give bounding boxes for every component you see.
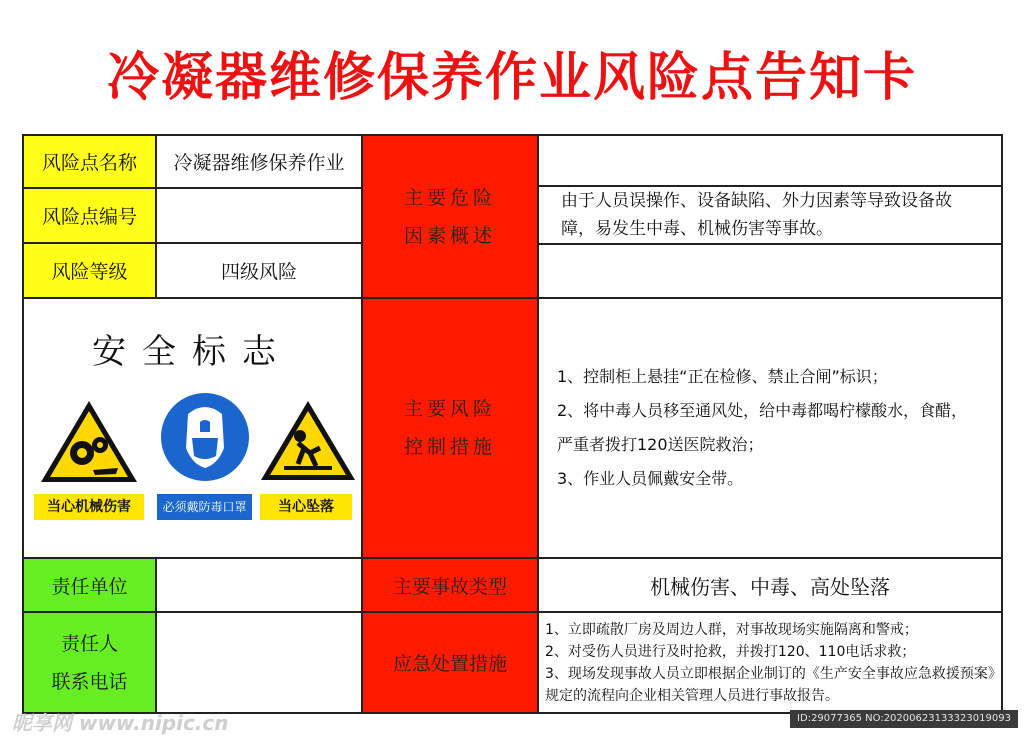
responsible-unit-value	[155, 557, 363, 613]
contact-phone-text: 联系电话	[51, 670, 128, 693]
fall-warning-icon	[258, 398, 358, 484]
hazard-header-line-1: 主要危险	[403, 186, 496, 209]
hazard-empty-bottom	[537, 243, 1003, 299]
watermark-id: ID:29077365 NO:20200623133323019093	[790, 710, 1018, 728]
safety-signs-title: 安全标志	[92, 332, 292, 372]
risk-number-value	[155, 187, 363, 244]
responsible-person-value	[155, 611, 363, 714]
machinery-warning-icon	[38, 398, 140, 486]
fall-warning-label: 当心坠落	[260, 494, 352, 520]
responsible-person-text: 责任人	[60, 632, 118, 655]
risk-name-label-text: 风险点名称	[41, 152, 137, 174]
risk-control-header	[361, 297, 539, 559]
hazard-empty-top	[537, 134, 1003, 187]
risk-level-value-text: 四级风险	[220, 261, 297, 283]
risk-name-value-text: 冷凝器维修保养作业	[173, 152, 345, 174]
hazard-description-text: 由于人员误操作、设备缺陷、外力因素等导致设备故障，易发生中毒、机械伤害等事故。	[561, 191, 952, 239]
control-header-line-1: 主要风险	[403, 398, 496, 420]
gas-mask-mandatory-icon	[160, 392, 250, 482]
emergency-measure-item: 3、现场发现事故人员立即根据企业制订的《生产安全事故应急救援预案》规定的流程向企业相关管理人员进行事故报告。	[545, 665, 995, 704]
emergency-measures	[537, 611, 1003, 714]
risk-level-label	[22, 242, 157, 299]
accident-types-text: 机械伤害、中毒、高处坠落	[650, 574, 890, 599]
accident-header-text: 主要事故类型	[392, 575, 507, 598]
emergency-measure-item: 1、立即疏散厂房及周边人群，对事故现场实施隔离和警戒；	[545, 621, 918, 638]
responsible-person-label	[22, 611, 157, 714]
gas-mask-label: 必须戴防毒口罩	[157, 494, 252, 520]
risk-level-value	[155, 242, 363, 299]
page-title: 冷凝器维修保养作业风险点告知卡	[106, 48, 917, 108]
risk-name-value	[155, 134, 363, 189]
watermark-site: 昵享网 www.nipic.cn	[12, 711, 229, 735]
risk-number-label-text: 风险点编号	[41, 206, 137, 228]
emergency-header-text: 应急处置措施	[392, 653, 507, 675]
emergency-header	[361, 611, 539, 714]
control-header-line-2: 控制措施	[403, 436, 496, 458]
accident-types-value	[537, 557, 1003, 613]
risk-level-label-text: 风险等级	[51, 261, 128, 283]
risk-number-label	[22, 187, 157, 244]
hazard-description	[537, 185, 1003, 245]
responsible-unit-label	[22, 557, 157, 613]
hazard-factors-header	[361, 134, 539, 299]
machinery-warning-label: 当心机械伤害	[34, 494, 144, 520]
control-measures	[537, 297, 1003, 559]
hazard-header-line-2: 因素概述	[403, 224, 496, 247]
emergency-measure-item: 2、对受伤人员进行及时抢救，并拨打120、110电话求救；	[545, 643, 916, 660]
control-measure-item: 2、将中毒人员移至通风处，给中毒都喝柠檬酸水，食醋，严重者拨打120送医院救治；	[557, 401, 968, 454]
control-measure-item: 3、作业人员佩戴安全带。	[557, 469, 744, 488]
responsible-unit-label-text: 责任单位	[51, 575, 128, 598]
accident-type-header	[361, 557, 539, 613]
control-measure-item: 1、控制柜上悬挂“正在检修、禁止合闸”标识；	[557, 367, 888, 386]
risk-name-label	[22, 134, 157, 189]
